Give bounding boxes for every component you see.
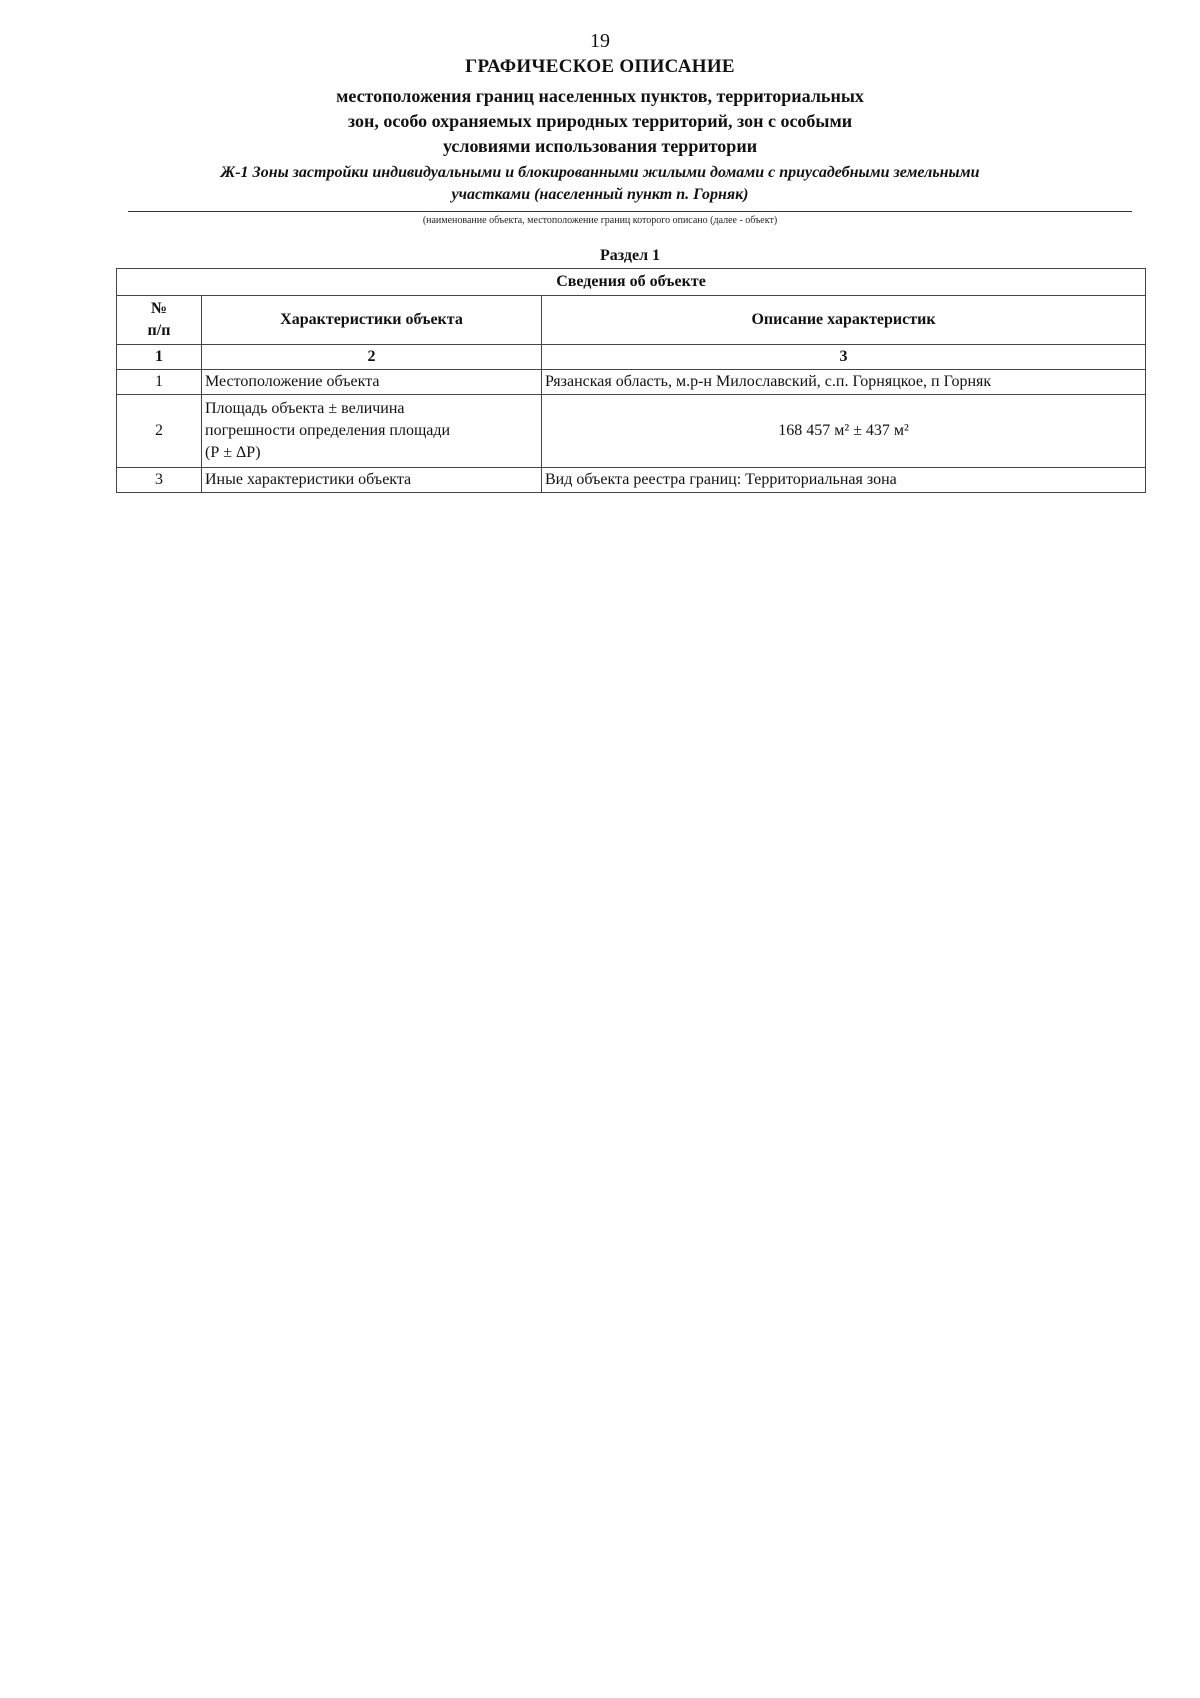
subtitle-line: зон, особо охраняемых природных территорий, зон с особыми xyxy=(347,111,853,131)
document-subtitle xyxy=(150,84,1050,159)
column-number-row xyxy=(117,345,1146,370)
row-characteristic-line: погрешности определения площади xyxy=(205,422,451,439)
row-characteristic: Иные характеристики объекта xyxy=(202,468,542,493)
table-caption: Сведения об объекте xyxy=(117,269,1146,296)
table-row xyxy=(117,395,1146,468)
column-number: 1 xyxy=(117,345,202,370)
table-row xyxy=(117,370,1146,395)
row-characteristic: Местоположение объекта xyxy=(202,370,542,395)
row-description: Рязанская область, м.р-н Милославский, с.п. Горняцкое, п Горняк xyxy=(542,370,1146,395)
object-name-underline xyxy=(128,211,1132,212)
document-title: ГРАФИЧЕСКОЕ ОПИСАНИЕ xyxy=(465,56,735,77)
column-number: 3 xyxy=(542,345,1146,370)
table-row xyxy=(117,468,1146,493)
object-name-line: участками (населенный пункт п. Горняк) xyxy=(451,186,749,203)
object-name-caption: (наименование объекта, местоположение границ которого описано (далее - объект) xyxy=(422,215,778,226)
row-num: 1 xyxy=(117,370,202,395)
row-description: Вид объекта реестра границ: Территориальная зона xyxy=(542,468,1146,493)
row-description: 168 457 м² ± 437 м² xyxy=(542,395,1146,468)
object-name xyxy=(120,162,1080,206)
row-num: 3 xyxy=(117,468,202,493)
table-header-row xyxy=(117,296,1146,345)
row-num: 2 xyxy=(117,395,202,468)
row-characteristic-line: (Р ± ΔР) xyxy=(205,444,261,461)
header-num-line: п/п xyxy=(147,322,171,339)
subtitle-line: местоположения границ населенных пунктов, территориальных xyxy=(336,86,864,106)
row-characteristic xyxy=(202,395,542,468)
header-characteristics: Характеристики объекта xyxy=(202,296,542,345)
object-name-line: Ж-1 Зоны застройки индивидуальными и блокированными жилыми домами с приусадебными земельными xyxy=(220,164,980,181)
header-num xyxy=(117,296,202,345)
table-caption-row xyxy=(117,269,1146,296)
page-number: 19 xyxy=(590,30,610,52)
header-description: Описание характеристик xyxy=(542,296,1146,345)
column-number: 2 xyxy=(202,345,542,370)
object-info-table xyxy=(116,268,1146,493)
subtitle-line: условиями использования территории xyxy=(442,136,758,156)
header-num-line: № xyxy=(150,300,168,317)
row-characteristic-line: Площадь объекта ± величина xyxy=(205,400,405,417)
section-title: Раздел 1 xyxy=(599,247,661,264)
